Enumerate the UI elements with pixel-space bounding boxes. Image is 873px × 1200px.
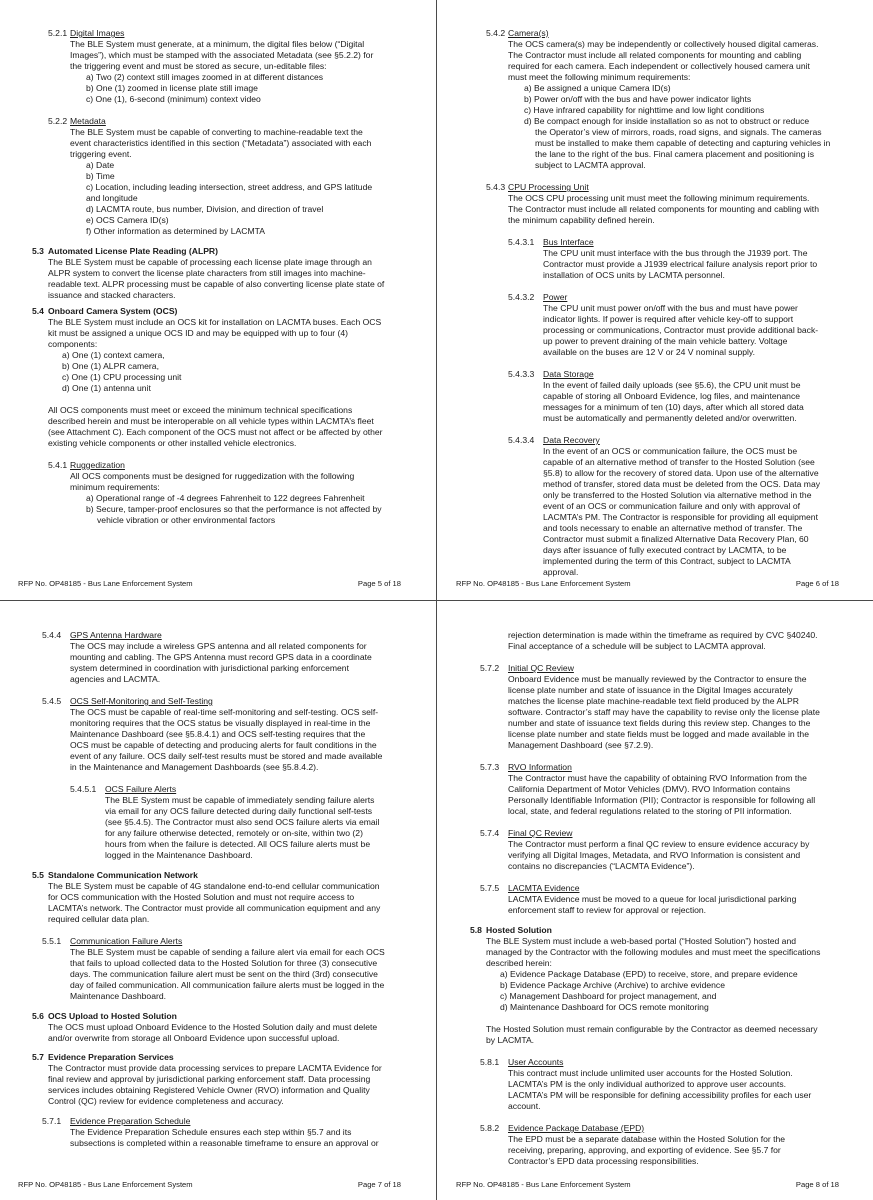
paragraph-line: Contractor’s EPD data processing responsibilities. bbox=[508, 1156, 699, 1166]
paragraph-line: subsections is completed within a reasonable timeframe to ensure an approval or bbox=[70, 1138, 379, 1148]
paragraph-line: indicator lights. If power is required after vehicle key-off to support bbox=[543, 314, 794, 324]
section-heading-5-4-5: 5.4.5 OCS Self-Monitoring and Self-Testing bbox=[42, 696, 213, 706]
section-heading-5-4-3-3: 5.4.3.3 Data Storage bbox=[508, 369, 594, 379]
paragraph-line: via email for any OCS failure detected during daily functional self-tests bbox=[105, 806, 373, 816]
paragraph-line: only be transferred to the Hosted Solution via alternative method in the bbox=[543, 490, 812, 500]
paragraph-line: hours from when the failure is detected. All OCS failure alerts must be bbox=[105, 839, 371, 849]
paragraph-line: the triggering event and must be stored as secure, un-editable files: bbox=[70, 61, 327, 71]
paragraph-line: agencies and LACMTA. bbox=[70, 674, 161, 684]
paragraph-line: The CPU unit must interface with the bus through the J1939 port. The bbox=[543, 248, 808, 258]
paragraph-line: messages for a minimum of ten (10) days, after which all stored data bbox=[543, 402, 804, 412]
list-item: must be installed to make them capable of detecting and capturing vehicles in bbox=[535, 138, 831, 148]
list-item: a) Evidence Package Database (EPD) to receive, store, and prepare evidence bbox=[500, 969, 798, 979]
paragraph-line: The OCS must upload Onboard Evidence to the Hosted Solution daily and must delete bbox=[48, 1022, 378, 1032]
section-heading-5-7-5: 5.7.5 LACMTA Evidence bbox=[480, 883, 580, 893]
page-8-content bbox=[438, 630, 873, 1167]
section-heading-5-4-3-2: 5.4.3.2 Power bbox=[508, 292, 568, 302]
paragraph-line: capable of storing all Onboard Evidence, log files, and maintenance bbox=[543, 391, 801, 401]
paragraph-line: The Contractor must have the capability of obtaining RVO Information from the bbox=[508, 773, 807, 783]
section-heading-5-3: 5.3 Automated License Plate Reading (ALPR) bbox=[32, 246, 218, 256]
page-8 bbox=[438, 601, 873, 1200]
paragraph-line: The Hosted Solution must remain configurable by the Contractor as deemed necessary bbox=[486, 1024, 818, 1034]
paragraph-line: The CPU unit must power on/off with the bus and must have power bbox=[543, 303, 798, 313]
list-item: b) One (1) ALPR camera, bbox=[62, 361, 159, 371]
footer-rfp-title: RFP No. OP48185 - Bus Lane Enforcement System bbox=[456, 579, 631, 588]
section-heading-5-4-3: 5.4.3 CPU Processing Unit bbox=[486, 182, 589, 192]
list-item: and longitude bbox=[86, 193, 138, 203]
paragraph-line: All OCS components must be designed for ruggedization with the following bbox=[70, 471, 355, 481]
paragraph-line: LACMTA Evidence must be moved to a queue for local jurisdictional parking bbox=[508, 894, 797, 904]
paragraph-line: LACMTA’s PM is the only individual authorized to approve user accounts. bbox=[508, 1079, 787, 1089]
section-heading-5-4-2: 5.4.2 Camera(s) bbox=[486, 28, 549, 38]
paragraph-line: The BLE System must be capable of sending a failure alert via email for each OCS bbox=[70, 947, 385, 957]
paragraph-line: Maintenance Dashboard. bbox=[70, 991, 167, 1001]
section-heading-5-4-3-4: 5.4.3.4 Data Recovery bbox=[508, 435, 600, 445]
list-item: b) Secure, tamper-proof enclosures so that the performance is not affected by bbox=[86, 504, 382, 514]
paragraph-line: The BLE System must generate, at a minimum, the digital files below (“Digital bbox=[70, 39, 365, 49]
page-footer bbox=[456, 1180, 839, 1190]
page-footer bbox=[18, 579, 401, 589]
footer-page-number: Page 5 of 18 bbox=[357, 579, 401, 588]
page-5-content bbox=[0, 28, 435, 526]
paragraph-line: event of an OCS or communication failure and only with approval of bbox=[543, 501, 800, 511]
paragraph-line: must be automatically and permanently deleted and/or overwritten. bbox=[543, 413, 797, 423]
paragraph-line: The BLE System must include a web-based portal (“Hosted Solution”) hosted and bbox=[486, 936, 797, 946]
paragraph-line: required for each camera. Each independent or collectively housed camera unit bbox=[508, 61, 810, 71]
paragraph-line: Contractor must provide a J1939 electrical failure analysis report prior to bbox=[543, 259, 818, 269]
list-item: a) Operational range of -4 degrees Fahrenheit to 122 degrees Fahrenheit bbox=[86, 493, 365, 503]
paragraph-line: receiving, preparing, approving, and exporting of evidence. See §5.7 for bbox=[508, 1145, 781, 1155]
paragraph-line: days. The communication failure alert must be sent on the third (3rd) consecutive bbox=[70, 969, 378, 979]
paragraph-line: matches the license plate machine-readable text field produced by the ALPR bbox=[508, 696, 799, 706]
paragraph-line: ALPR system to convert the license plate characters from still images into machine- bbox=[48, 268, 366, 278]
paragraph-line: rejection determination is made within the timeframe as required by CVC §40240. bbox=[508, 630, 818, 640]
list-item: d) Be compact enough for inside installation so as not to obstruct or reduce bbox=[524, 116, 810, 126]
paragraph-line: event characteristics identified in this section (“Metadata”) associated with each bbox=[70, 138, 372, 148]
paragraph-line: In the event of failed daily uploads (see §5.6), the CPU unit must be bbox=[543, 380, 801, 390]
paragraph-line: services includes obtaining Registered Vehicle Owner (RVO) information and Quality bbox=[48, 1085, 370, 1095]
paragraph-line: system determined in coordination with jurisdictional parking enforcement bbox=[70, 663, 349, 673]
paragraph-line: The Evidence Preparation Schedule ensures each step within §5.7 and its bbox=[70, 1127, 352, 1137]
paragraph-line: that fails to upload collected data to the Hosted Solution for three (3) consecutive bbox=[70, 958, 378, 968]
paragraph-line: approval. bbox=[543, 567, 579, 577]
footer-rfp-title: RFP No. OP48185 - Bus Lane Enforcement System bbox=[18, 1180, 193, 1189]
section-heading-5-6: 5.6 OCS Upload to Hosted Solution bbox=[32, 1011, 177, 1021]
paragraph-line: implemented during the term of this Contract, subject to LACMTA bbox=[543, 556, 791, 566]
list-item: c) One (1) CPU processing unit bbox=[62, 372, 182, 382]
paragraph-line: and tools necessary to enable an alternative method of transfer. The bbox=[543, 523, 803, 533]
paragraph-line: All OCS components must meet or exceed the minimum technical specifications bbox=[48, 405, 353, 415]
list-item: e) OCS Camera ID(s) bbox=[86, 215, 169, 225]
paragraph-line: Onboard Evidence must be manually reviewed by the Contractor to ensure the bbox=[508, 674, 807, 684]
paragraph-line: account. bbox=[508, 1101, 541, 1111]
paragraph-line: The OCS must be capable of real-time self-monitoring and self-testing. OCS self- bbox=[70, 707, 379, 717]
list-item: b) Evidence Package Archive (Archive) to archive evidence bbox=[500, 980, 725, 990]
list-item: a) Two (2) context still images zoomed in at different distances bbox=[86, 72, 324, 82]
paragraph-line: Management Dashboard (see §7.2.9). bbox=[508, 740, 654, 750]
section-heading-5-8-1: 5.8.1 User Accounts bbox=[480, 1057, 564, 1067]
paragraph-line: The OCS CPU processing unit must meet the following minimum requirements. bbox=[508, 193, 810, 203]
paragraph-line: Maintenance Dashboard (see §5.8.4.1) and OCS self-testing requires that the bbox=[70, 729, 366, 739]
paragraph-line: The Contractor must include all related components for mounting and cabling bbox=[508, 50, 802, 60]
section-heading-5-7-2: 5.7.2 Initial QC Review bbox=[480, 663, 574, 673]
paragraph-line: described herein: bbox=[486, 958, 552, 968]
section-heading-5-8-2: 5.8.2 Evidence Package Database (EPD) bbox=[480, 1123, 645, 1133]
section-heading-5-2-1: 5.2.1 Digital Images bbox=[48, 28, 125, 38]
paragraph-line: monitoring requires that the OCS status be visually displayed in real-time in the bbox=[70, 718, 371, 728]
paragraph-line: This contract must include unlimited user accounts for the Hosted Solution. bbox=[508, 1068, 793, 1078]
paragraph-line: local, state, and federal regulations related to the storing of PII information. bbox=[508, 806, 792, 816]
paragraph-line: components: bbox=[48, 339, 98, 349]
list-item: b) One (1) zoomed in license plate still image bbox=[86, 83, 258, 93]
paragraph-line: number and state of issuance text fields during this review step. Changes to the bbox=[508, 718, 811, 728]
footer-page-number: Page 6 of 18 bbox=[795, 579, 839, 588]
paragraph-line: Images”), which must be stamped with the associated Metadata (see §5.2.2) for bbox=[70, 50, 374, 60]
section-heading-5-7: 5.7 Evidence Preparation Services bbox=[32, 1052, 174, 1062]
paragraph-line: The BLE System must be capable of processing each license plate image through an bbox=[48, 257, 372, 267]
paragraph-line: the minimum capability defined herein. bbox=[508, 215, 655, 225]
paragraph-line: event of any failure. OCS daily self-test results must be stored and made available bbox=[70, 751, 383, 761]
section-heading-5-4-3-1: 5.4.3.1 Bus Interface bbox=[508, 237, 594, 247]
paragraph-line: software. Contractor’s staff may have the capability to revise only the license plate bbox=[508, 707, 820, 717]
paragraph-line: readable text. ALPR processing must be capable of also converting license plate state of bbox=[48, 279, 385, 289]
page-footer bbox=[18, 1180, 401, 1190]
paragraph-line: installation of OCS units by LACMTA personnel. bbox=[543, 270, 725, 280]
section-heading-5-7-4: 5.7.4 Final QC Review bbox=[480, 828, 573, 838]
paragraph-line: enforcement staff to review for approval or rejection. bbox=[508, 905, 707, 915]
paragraph-line: license plate number and state fields must be logged and made available in the bbox=[508, 729, 809, 739]
section-heading-5-4-4: 5.4.4 GPS Antenna Hardware bbox=[42, 630, 162, 640]
list-item: f) Other information as determined by LACMTA bbox=[86, 226, 265, 236]
section-heading-5-8: 5.8 Hosted Solution bbox=[470, 925, 552, 935]
paragraph-line: capable of an alternative method of transfer to the Hosted Solution (see bbox=[543, 457, 815, 467]
paragraph-line: California Department of Motor Vehicles (DMV). RVO Information contains bbox=[508, 784, 791, 794]
page-footer bbox=[456, 579, 839, 589]
paragraph-line: Personally Identifiable Information (PII); Contractor is responsible for following all bbox=[508, 795, 816, 805]
list-item: a) One (1) context camera, bbox=[62, 350, 165, 360]
list-item: d) One (1) antenna unit bbox=[62, 383, 151, 393]
page-6-content bbox=[438, 28, 873, 578]
paragraph-line: LACMTA’s PM will be responsible for defining accessibility profiles for each user bbox=[508, 1090, 812, 1100]
paragraph-line: The BLE System must be capable of immediately sending failure alerts bbox=[105, 795, 375, 805]
list-item: d) LACMTA route, bus number, Division, and direction of travel bbox=[86, 204, 324, 214]
list-item: c) Management Dashboard for project management, and bbox=[500, 991, 717, 1001]
list-item: c) Have infrared capability for nighttime and low light conditions bbox=[524, 105, 765, 115]
paragraph-line: (see §5.4.5). The Contractor must also send OCS failure alerts via email bbox=[105, 817, 380, 827]
paragraph-line: day of failed communication. All communication failure alerts must be logged in the bbox=[70, 980, 385, 990]
footer-rfp-title: RFP No. OP48185 - Bus Lane Enforcement System bbox=[18, 579, 193, 588]
page-5 bbox=[0, 0, 435, 599]
paragraph-line: verifying all Digital Images, Metadata, and RVO Information is consistent and bbox=[508, 850, 801, 860]
list-item: b) Time bbox=[86, 171, 115, 181]
paragraph-line: described herein and must be interoperable on all vehicle types within LACMTA’s fleet bbox=[48, 416, 374, 426]
paragraph-line: The EPD must be a separate database within the Hosted Solution for the bbox=[508, 1134, 786, 1144]
paragraph-line: mounting and cabling. The GPS Antenna must record GPS data in a coordinate bbox=[70, 652, 372, 662]
page-6 bbox=[438, 0, 873, 599]
section-heading-5-7-3: 5.7.3 RVO Information bbox=[480, 762, 572, 772]
paragraph-line: Final acceptance of a schedule will be subject to LACMTA approval. bbox=[508, 641, 766, 651]
paragraph-line: Contractor must submit a finalized Alternative Data Recovery Plan, 60 bbox=[543, 534, 809, 544]
paragraph-line: final review and approval by jurisdictional parking enforcement staff. Data processing bbox=[48, 1074, 371, 1084]
paragraph-line: Control (QC) review for evidence completeness and accuracy. bbox=[48, 1096, 284, 1106]
paragraph-line: available on the buses are 12 V or 24 V nominal supply. bbox=[543, 347, 755, 357]
paragraph-line: processing or communications, Contractor must provide additional back- bbox=[543, 325, 819, 335]
paragraph-line: OCS must be capable of detecting and producing alerts for fault conditions in the bbox=[70, 740, 377, 750]
section-heading-5-2-2: 5.2.2 Metadata bbox=[48, 116, 106, 126]
paragraph-line: method of transfer, stored data must be deleted from the OCS. Data may bbox=[543, 479, 821, 489]
paragraph-line: LACMTA’s PM. The Contractor is responsible for providing all equipment bbox=[543, 512, 818, 522]
section-heading-5-4-5-1: 5.4.5.1 OCS Failure Alerts bbox=[70, 784, 177, 794]
paragraph-line: (see Attachment C). Each component of the OCS must not affect or be affected by other bbox=[48, 427, 383, 437]
paragraph-line: The BLE System must be capable of 4G standalone end-to-end cellular communication bbox=[48, 881, 380, 891]
paragraph-line: issuance and stacked characters. bbox=[48, 290, 176, 300]
paragraph-line: The BLE System must be capable of converting to machine-readable text the bbox=[70, 127, 363, 137]
paragraph-line: The Contractor must provide data processing services to prepare LACMTA Evidence for bbox=[48, 1063, 382, 1073]
paragraph-line: days after issuance of fully executed contract by LACMTA, to be bbox=[543, 545, 787, 555]
paragraph-line: up power to prevent draining of the main vehicle battery. Voltage bbox=[543, 336, 788, 346]
paragraph-line: kit must be assigned a unique OCS ID and may be equipped with up to four (4) bbox=[48, 328, 348, 338]
footer-page-number: Page 8 of 18 bbox=[795, 1180, 839, 1189]
list-item: c) Location, including leading intersection, street address, and GPS latitude bbox=[86, 182, 373, 192]
list-item: b) Power on/off with the bus and have power indicator lights bbox=[524, 94, 752, 104]
paragraph-line: The BLE System must include an OCS kit for installation on LACMTA buses. Each OCS bbox=[48, 317, 382, 327]
paragraph-line: contains no discrepancies (“LACMTA Evidence”). bbox=[508, 861, 695, 871]
list-item: subject to LACMTA approval. bbox=[535, 160, 646, 170]
paragraph-line: §5.8) to allow for the recovery of stored data. Upon use of the alternative bbox=[543, 468, 819, 478]
footer-page-number: Page 7 of 18 bbox=[357, 1180, 401, 1189]
paragraph-line: triggering event. bbox=[70, 149, 132, 159]
list-item: the lane to the right of the bus. Final camera placement and positioning is bbox=[535, 149, 814, 159]
list-item: the Operator’s view of mirrors, roads, road signs, and signals. The cameras bbox=[535, 127, 822, 137]
list-item: a) Date bbox=[86, 160, 115, 170]
section-heading-5-4: 5.4 Onboard Camera System (OCS) bbox=[32, 306, 178, 316]
paragraph-line: minimum requirements: bbox=[70, 482, 160, 492]
page-7 bbox=[0, 601, 435, 1200]
section-heading-5-5-1: 5.5.1 Communication Failure Alerts bbox=[42, 936, 183, 946]
section-heading-5-7-1: 5.7.1 Evidence Preparation Schedule bbox=[42, 1116, 191, 1126]
paragraph-line: in the Maintenance and Management Dashboards (see §5.8.4.2). bbox=[70, 762, 319, 772]
list-item: c) One (1), 6-second (minimum) context video bbox=[86, 94, 261, 104]
paragraph-line: The Contractor must perform a final QC review to ensure evidence accuracy by bbox=[508, 839, 810, 849]
footer-rfp-title: RFP No. OP48185 - Bus Lane Enforcement System bbox=[456, 1180, 631, 1189]
paragraph-line: The Contractor must include all related components for mounting and cabling with bbox=[508, 204, 819, 214]
section-heading-5-4-1: 5.4.1 Ruggedization bbox=[48, 460, 125, 470]
paragraph-line: existing vehicle components or other installed vehicle electronics. bbox=[48, 438, 297, 448]
paragraph-line: managed by the Contractor with the following modules and must meet the specifications bbox=[486, 947, 821, 957]
paragraph-line: for OCS communication with the Hosted Solution and must not require access to bbox=[48, 892, 355, 902]
list-item: vehicle vibration or other environmental factors bbox=[97, 515, 276, 525]
paragraph-line: The OCS may include a wireless GPS antenna and all related components for bbox=[70, 641, 367, 651]
section-heading-5-5: 5.5 Standalone Communication Network bbox=[32, 870, 198, 880]
paragraph-line: The OCS camera(s) may be independently or collectively housed digital cameras. bbox=[508, 39, 819, 49]
paragraph-line: In the event of an OCS or communication failure, the OCS must be bbox=[543, 446, 798, 456]
paragraph-line: for any failure otherwise detected, remotely or on-site, within two (2) bbox=[105, 828, 363, 838]
list-item: a) Be assigned a unique Camera ID(s) bbox=[524, 83, 671, 93]
page-7-content bbox=[0, 630, 435, 1149]
paragraph-line: must meet the following minimum requirements: bbox=[508, 72, 691, 82]
paragraph-line: logged in the Maintenance Dashboard. bbox=[105, 850, 253, 860]
paragraph-line: and/or overwrite from storage all Onboard Evidence upon successful upload. bbox=[48, 1033, 340, 1043]
paragraph-line: required cellular data plan. bbox=[48, 914, 150, 924]
paragraph-line: by LACMTA. bbox=[486, 1035, 535, 1045]
paragraph-line: LACMTA’s network. The Contractor must provide all communication equipment and any bbox=[48, 903, 381, 913]
paragraph-line: license plate number and state of issuance in the Digital Images accurately bbox=[508, 685, 793, 695]
list-item: d) Maintenance Dashboard for OCS remote monitoring bbox=[500, 1002, 709, 1012]
